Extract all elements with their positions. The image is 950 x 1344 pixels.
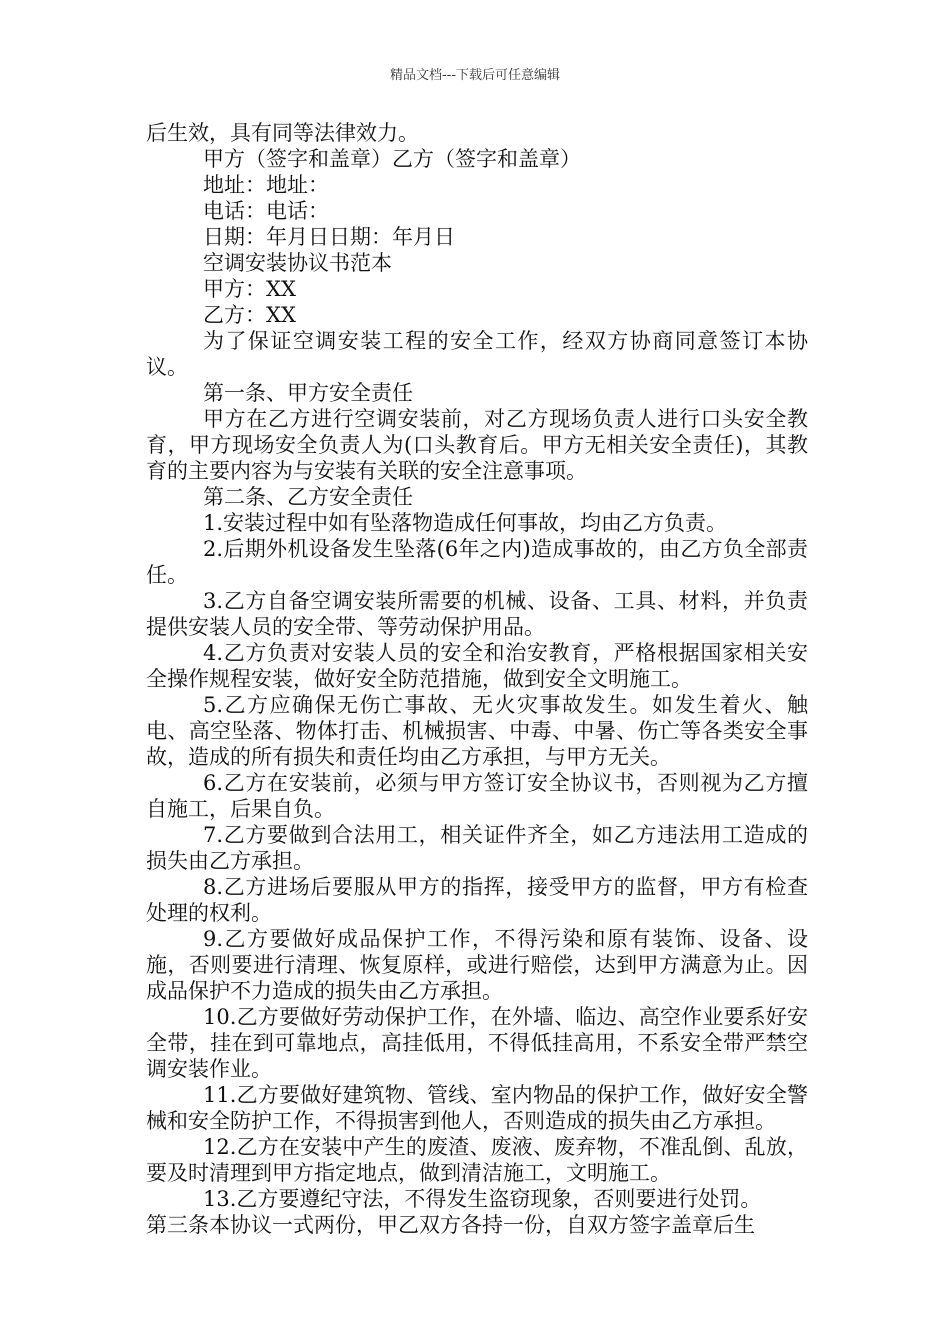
document-paragraph: 1.安装过程中如有坠落物造成任何事故，均由乙方负责。: [203, 511, 728, 535]
document-paragraph: 6.乙方在安装前，必须与甲方签订安全协议书，否则视为乙方擅自施工，后果自负。: [146, 771, 808, 821]
document-paragraph: 第一条、甲方安全责任: [203, 381, 413, 405]
document-paragraph: 10.乙方要做好劳动保护工作，在外墙、临边、高空作业要系好安全带，挂在到可靠地点，高挂低用，不得低挂高用，不系安全带严禁空调安装作业。: [146, 1005, 808, 1081]
document-paragraph: 8.乙方进场后要服从甲方的指挥，接受甲方的监督，甲方有检查处理的权利。: [146, 875, 808, 925]
document-paragraph: 9.乙方要做好成品保护工作，不得污染和原有装饰、设备、设施，否则要进行清理、恢复原样，或进行赔偿，达到甲方满意为止。因成品保护不力造成的损失由乙方承担。: [146, 927, 808, 1003]
document-paragraph: 空调安装协议书范本: [203, 251, 392, 275]
document-paragraph: 日期：年月日日期：年月日: [203, 225, 455, 249]
document-paragraph: 后生效，具有同等法律效力。: [146, 121, 419, 145]
document-paragraph: 地址：地址：: [203, 173, 329, 197]
document-paragraph: 12.乙方在安装中产生的废渣、废液、废弃物，不准乱倒、乱放，要及时清理到甲方指定地点，做到清洁施工，文明施工。: [146, 1135, 808, 1185]
document-paragraph: 3.乙方自备空调安装所需要的机械、设备、工具、材料，并负责提供安装人员的安全带、等劳动保护用品。: [146, 589, 808, 639]
document-paragraph: 11.乙方要做好建筑物、管线、室内物品的保护工作，做好安全警械和安全防护工作，不得损害到他人，否则造成的损失由乙方承担。: [146, 1083, 808, 1133]
document-paragraph: 甲方：XX: [203, 277, 296, 301]
document-paragraph: 7.乙方要做到合法用工，相关证件齐全，如乙方违法用工造成的损失由乙方承担。: [146, 823, 808, 873]
document-paragraph: 5.乙方应确保无伤亡事故、无火灾事故发生。如发生着火、触电、高空坠落、物体打击、机械损害、中毒、中暑、伤亡等各类安全事故，造成的所有损失和责任均由乙方承担，与甲方无关。: [146, 693, 808, 769]
document-paragraph: 甲方在乙方进行空调安装前，对乙方现场负责人进行口头安全教育，甲方现场安全负责人为(口头教育后。甲方无相关安全责任)，其教育的主要内容为与安装有关联的安全注意事项。: [146, 407, 808, 483]
document-body: [146, 120, 808, 1238]
document-paragraph: 为了保证空调安装工程的安全工作，经双方协商同意签订本协议。: [146, 329, 808, 379]
document-paragraph: 电话：电话：: [203, 199, 329, 223]
document-paragraph: 13.乙方要遵纪守法，不得发生盗窃现象，否则要进行处罚。: [203, 1187, 762, 1211]
document-paragraph: 第三条本协议一式两份，甲乙双方各持一份，自双方签字盖章后生: [146, 1213, 755, 1237]
document-paragraph: 第二条、乙方安全责任: [203, 485, 413, 509]
document-paragraph: 乙方：XX: [203, 303, 296, 327]
document-paragraph: 2.后期外机设备发生坠落(6年之内)造成事故的，由乙方负全部责任。: [146, 537, 808, 587]
document-paragraph: 甲方（签字和盖章）乙方（签字和盖章）: [203, 147, 581, 171]
document-paragraph: 4.乙方负责对安装人员的安全和治安教育，严格根据国家相关安全操作规程安装，做好安全防范措施，做到安全文明施工。: [146, 641, 808, 691]
page-header: 精品文档---下载后可任意编辑: [389, 68, 561, 83]
